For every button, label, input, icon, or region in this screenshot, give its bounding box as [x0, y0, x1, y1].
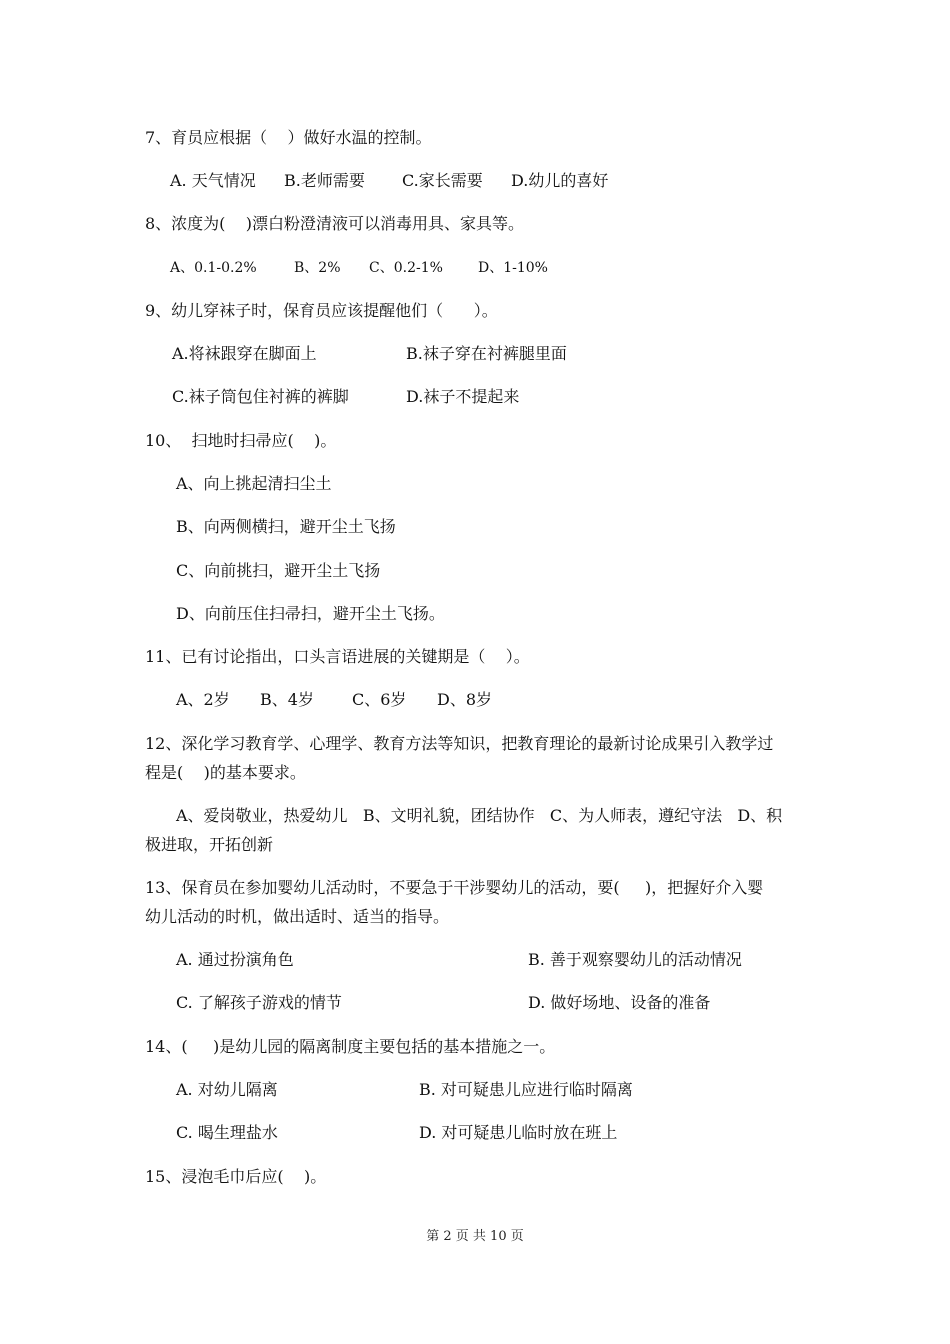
question-10-option-d: D、向前压住扫帚扫，避开尘土飞扬。: [176, 604, 445, 623]
question-10-option-a: A、向上挑起清扫尘土: [176, 474, 332, 493]
question-7-option-c: C.家长需要: [402, 171, 483, 190]
question-12-options-line-2: 极进取，开拓创新: [145, 835, 274, 854]
question-8-option-d: D、1-10%: [478, 260, 548, 276]
question-13-stem-line-2: 幼儿活动的时机，做出适时、适当的指导。: [145, 907, 450, 926]
question-10-option-b: B、向两侧横扫，避开尘土飞扬: [176, 517, 396, 536]
question-9-option-a: A.将袜跟穿在脚面上: [172, 344, 317, 363]
page-footer: 第 2 页 共 10 页: [426, 1229, 524, 1244]
question-11-option-a: A、2岁: [176, 690, 230, 709]
question-8-option-c: C、0.2-1%: [369, 260, 443, 276]
question-9-option-c: C.袜子筒包住衬裤的裤脚: [172, 387, 349, 406]
question-7-stem: 7、育员应根据（ ）做好水温的控制。: [145, 128, 432, 147]
question-9-stem: 9、幼儿穿袜子时，保育员应该提醒他们（ ）。: [145, 301, 498, 320]
question-14-option-b: B. 对可疑患儿应进行临时隔离: [419, 1080, 633, 1099]
question-11-option-c: C、6岁: [352, 690, 407, 709]
question-8-option-a: A、0.1-0.2%: [170, 260, 257, 276]
question-14-option-c: C. 喝生理盐水: [176, 1123, 278, 1142]
question-14-stem: 14、( )是幼儿园的隔离制度主要包括的基本措施之一。: [145, 1037, 556, 1056]
question-11-option-d: D、8岁: [437, 690, 493, 709]
question-10-option-c: C、向前挑扫，避开尘土飞扬: [176, 561, 381, 580]
question-7-option-a: A. 天气情况: [170, 171, 256, 190]
question-7-option-d: D.幼儿的喜好: [511, 171, 609, 190]
question-13-option-b: B. 善于观察婴幼儿的活动情况: [528, 950, 742, 969]
question-10-stem: 10、 扫地时扫帚应( )。: [145, 431, 337, 450]
question-9-option-d: D.袜子不提起来: [406, 387, 520, 406]
question-13-option-d: D. 做好场地、设备的准备: [528, 993, 711, 1012]
question-11-stem: 11、已有讨论指出，口头言语进展的关键期是（ ）。: [145, 647, 530, 666]
question-15-stem: 15、浸泡毛巾后应( )。: [145, 1167, 327, 1186]
question-12-options-line-1: A、爱岗敬业，热爱幼儿 B、文明礼貌，团结协作 C、为人师表，遵纪守法 D、积: [176, 806, 783, 825]
question-8-stem: 8、浓度为( )漂白粉澄清液可以消毒用具、家具等。: [145, 214, 525, 233]
question-8-option-b: B、2%: [294, 260, 341, 276]
question-13-option-c: C. 了解孩子游戏的情节: [176, 993, 342, 1012]
question-11-option-b: B、4岁: [260, 690, 314, 709]
question-12-stem-line-2: 程是( )的基本要求。: [145, 763, 306, 782]
question-9-option-b: B.袜子穿在衬裤腿里面: [406, 344, 567, 363]
question-14-option-d: D. 对可疑患儿临时放在班上: [419, 1123, 618, 1142]
question-13-stem-line-1: 13、保育员在参加婴幼儿活动时，不要急于干涉婴幼儿的活动，要( )，把握好介入婴: [145, 878, 764, 897]
question-13-option-a: A. 通过扮演角色: [176, 950, 294, 969]
question-14-option-a: A. 对幼儿隔离: [176, 1080, 278, 1099]
question-7-option-b: B.老师需要: [284, 171, 365, 190]
question-12-stem-line-1: 12、深化学习教育学、心理学、教育方法等知识，把教育理论的最新讨论成果引入教学过: [145, 734, 774, 753]
